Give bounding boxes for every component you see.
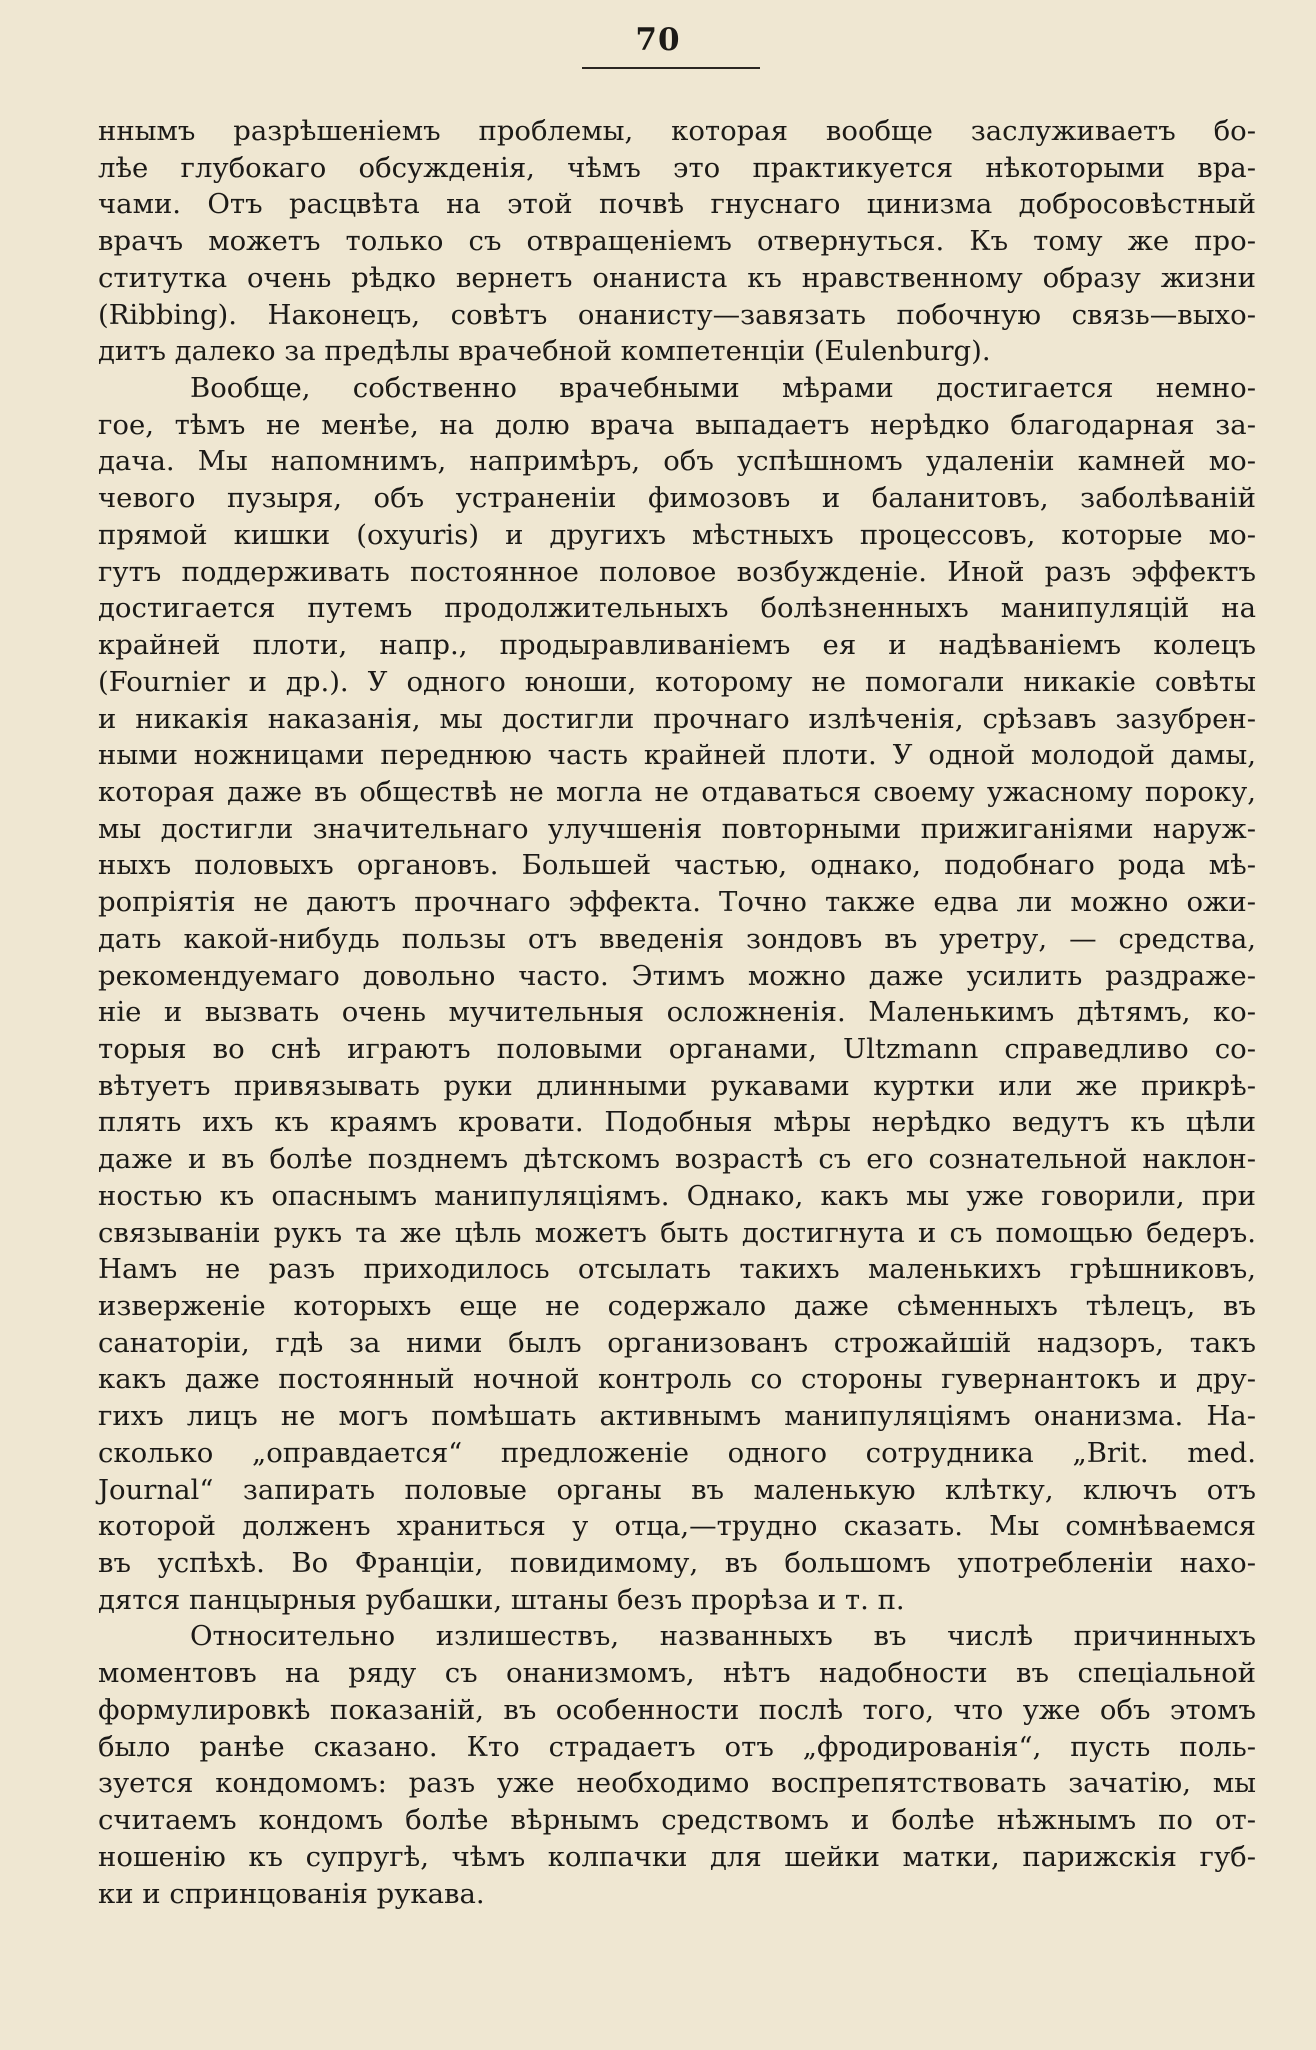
header-rule — [582, 67, 760, 69]
text-line: связываніи рукъ та же цѣль можетъ быть достигнута и съ помощью бедеръ. — [98, 1216, 1256, 1249]
text-line: сколько „оправдается“ предложеніе одного сотрудника „Brit. med. — [98, 1436, 1256, 1469]
text-line: ными ножницами переднюю часть крайней плоти. У одной молодой дамы, — [98, 739, 1256, 772]
text-line: плять ихъ къ краямъ кровати. Подобныя мѣры нерѣдко ведутъ къ цѣли — [98, 1106, 1256, 1139]
text-line: врачъ можетъ только съ отвращеніемъ отвернуться. Къ тому же про- — [98, 225, 1256, 258]
text-line: вѣтуетъ привязывать руки длинными рукавами куртки или же прикрѣ- — [98, 1069, 1256, 1102]
text-line: было ранѣе сказано. Кто страдаетъ отъ „фродированія“, пусть поль- — [98, 1730, 1256, 1763]
text-line: гихъ лицъ не могъ помѣшать активнымъ манипуляціямъ онанизма. На- — [98, 1400, 1256, 1433]
text-line: Вообще, собственно врачебными мѣрами достигается немно- — [190, 372, 1256, 405]
text-line: ки и спринцованія рукава. — [98, 1877, 485, 1910]
text-line: зуется кондомомъ: разъ уже необходимо воспрепятствовать зачатію, мы — [98, 1767, 1256, 1800]
text-line: ропріятія не даютъ прочнаго эффекта. Точно также едва ли можно ожи- — [98, 886, 1256, 919]
text-line: лѣе глубокаго обсужденія, чѣмъ это практикуется нѣкоторыми вра- — [98, 151, 1256, 184]
text-line: дитъ далеко за предѣлы врачебной компетенціи (Eulenburg). — [98, 335, 991, 368]
text-line: дятся панцырныя рубашки, штаны безъ прорѣза и т. п. — [98, 1583, 905, 1616]
text-line: достигается путемъ продолжительныхъ болѣзненныхъ манипуляцій на — [98, 592, 1256, 625]
text-line: рекомендуемаго довольно часто. Этимъ можно даже усилить раздраже- — [98, 959, 1256, 992]
text-line: ношенію къ супругѣ, чѣмъ колпачки для шейки матки, парижскія губ- — [98, 1840, 1256, 1873]
text-line: мы достигли значительнаго улучшенія повторными прижиганіями наруж- — [98, 812, 1256, 845]
text-line: Journal“ запирать половые органы въ маленькую клѣтку, ключъ отъ — [98, 1473, 1256, 1506]
text-line: формулировкѣ показаній, въ особенности послѣ того, что уже объ этомъ — [98, 1693, 1256, 1726]
text-line: которой долженъ храниться у отца,—трудно сказать. Мы сомнѣваемся — [98, 1510, 1256, 1543]
text-line: и никакія наказанія, мы достигли прочнаго излѣченія, срѣзавъ зазубрен- — [98, 702, 1256, 735]
text-line: которая даже въ обществѣ не могла не отдаваться своему ужасному пороку, — [98, 775, 1256, 808]
text-line: считаемъ кондомъ болѣе вѣрнымъ средствомъ и болѣе нѣжнымъ по от- — [98, 1804, 1256, 1837]
page-number: 70 — [635, 22, 681, 58]
paragraph-3 — [98, 1618, 1256, 1912]
text-line: чевого пузыря, объ устраненіи фимозовъ и баланитовъ, заболѣваній — [98, 482, 1256, 515]
text-line: ститутка очень рѣдко вернетъ онаниста къ нравственному образу жизни — [98, 261, 1256, 294]
text-line: торыя во снѣ играютъ половыми органами, Ultzmann справедливо со- — [98, 1032, 1256, 1065]
text-line: прямой кишки (oxyuris) и другихъ мѣстныхъ процессовъ, которые мо- — [98, 518, 1256, 551]
text-line: какъ даже постоянный ночной контроль со стороны гувернантокъ и дру- — [98, 1363, 1256, 1396]
text-line: ніе и вызвать очень мучительныя осложненія. Маленькимъ дѣтямъ, ко- — [98, 996, 1256, 1029]
text-line: (Fournier и др.). У одного юноши, которому не помогали никакіе совѣты — [98, 665, 1256, 698]
text-line: (Ribbing). Наконецъ, совѣтъ онанисту—завязать побочную связь—выхо- — [98, 298, 1256, 331]
text-line: въ успѣхѣ. Во Франціи, повидимому, въ большомъ употребленіи нахо- — [98, 1547, 1256, 1580]
text-line: крайней плоти, напр., продыравливаніемъ ея и надѣваніемъ колецъ — [98, 629, 1256, 662]
text-line: чами. Отъ расцвѣта на этой почвѣ гнуснаго цинизма добросовѣстный — [98, 188, 1256, 221]
text-line: гое, тѣмъ не менѣе, на долю врача выпадаетъ нерѣдко благодарная за- — [98, 408, 1256, 441]
text-line: ннымъ разрѣшеніемъ проблемы, которая вообще заслуживаетъ бо- — [98, 115, 1256, 147]
text-line: санаторіи, гдѣ за ними былъ организованъ строжайшій надзоръ, такъ — [98, 1326, 1256, 1359]
body-text — [98, 113, 1256, 1912]
text-line: Намъ не разъ приходилось отсылать такихъ маленькихъ грѣшниковъ, — [98, 1253, 1256, 1286]
text-line: даже и въ болѣе позднемъ дѣтскомъ возрастѣ съ его сознательной наклон- — [98, 1143, 1256, 1176]
text-line: гутъ поддерживать постоянное половое возбужденіе. Иной разъ эффектъ — [98, 555, 1256, 588]
text-line: дача. Мы напомнимъ, напримѣръ, объ успѣшномъ удаленіи камней мо- — [98, 445, 1256, 478]
text-line: ностью къ опаснымъ манипуляціямъ. Однако, какъ мы уже говорили, при — [98, 1179, 1256, 1212]
text-line: моментовъ на ряду съ онанизмомъ, нѣтъ надобности въ спеціальной — [98, 1657, 1256, 1690]
text-line: ныхъ половыхъ органовъ. Большей частью, однако, подобнаго рода мѣ- — [98, 849, 1256, 882]
paragraph-1 — [98, 113, 1256, 370]
text-line: Относительно излишествъ, названныхъ въ числѣ причинныхъ — [190, 1620, 1256, 1653]
text-line: изверженіе которыхъ еще не содержало даже сѣменныхъ тѣлецъ, въ — [98, 1290, 1256, 1322]
paragraph-2 — [98, 370, 1256, 1618]
text-line: дать какой-нибудь пользы отъ введенія зондовъ въ уретру, — средства, — [98, 922, 1256, 955]
